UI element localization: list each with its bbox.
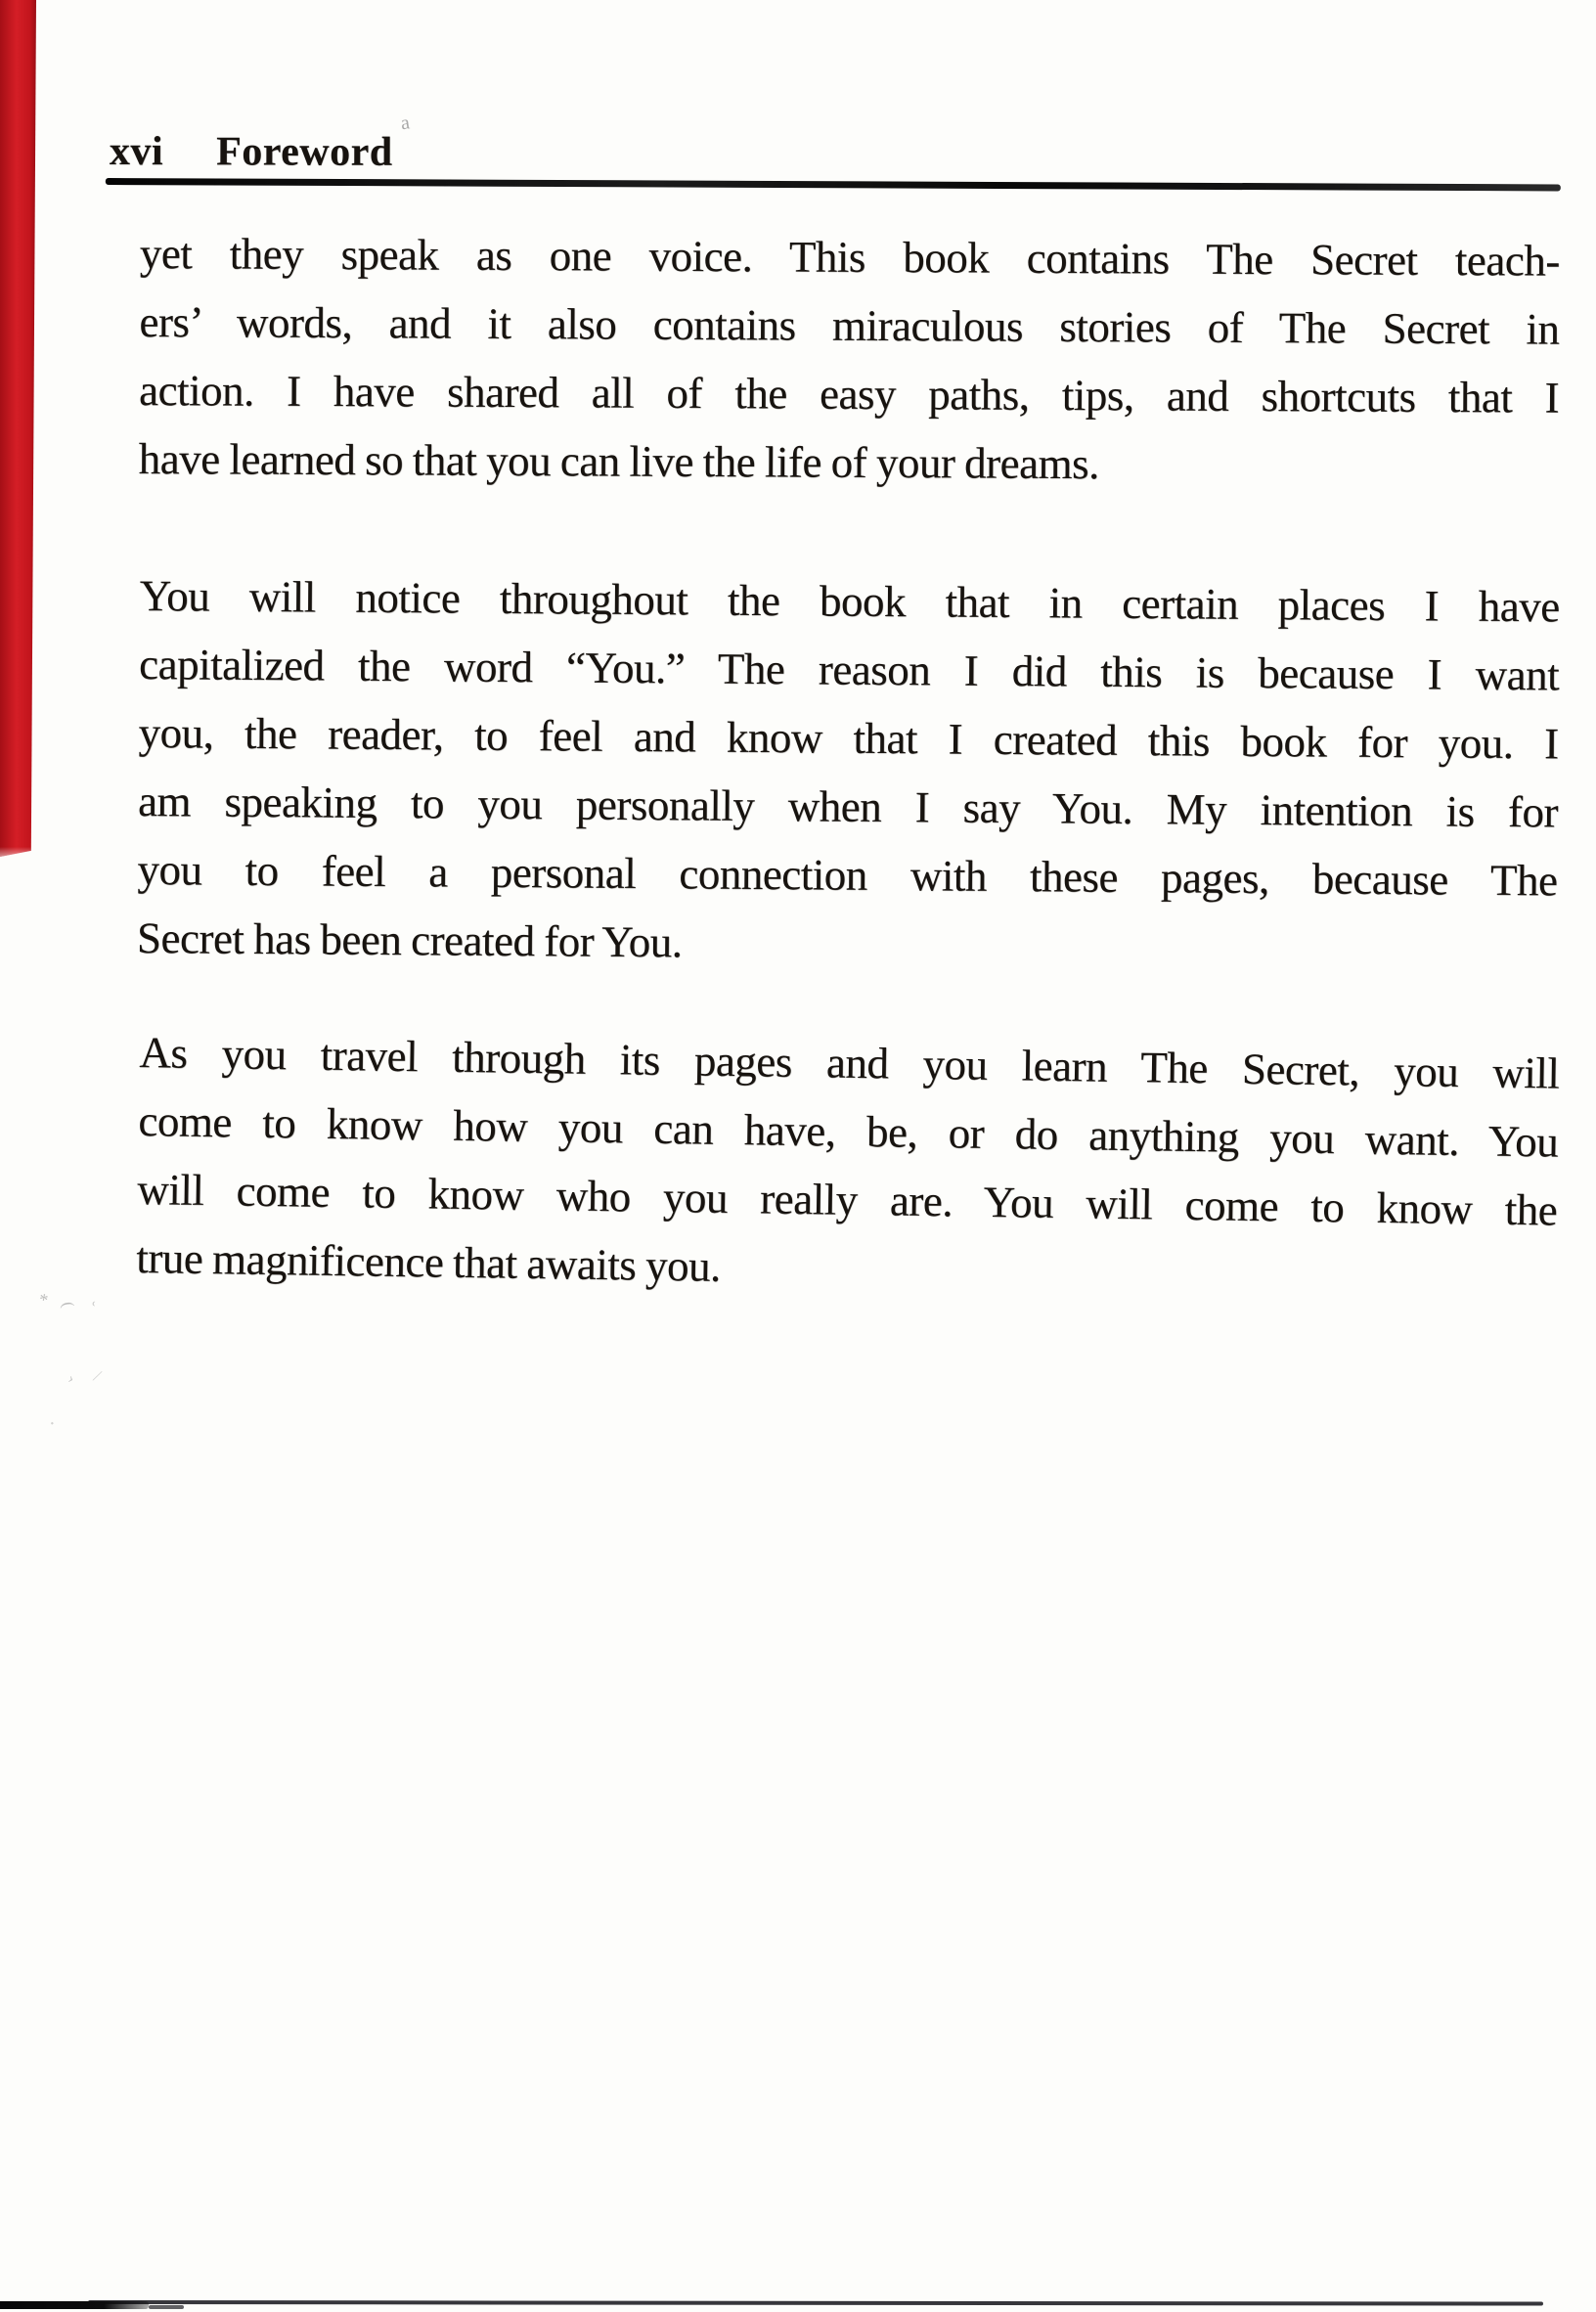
text-line: you, the reader, to feel and know that I created this book for you. I xyxy=(138,707,1559,769)
scan-speck: a xyxy=(399,111,412,135)
scan-speck: · xyxy=(49,1413,56,1435)
text-line: come to know how you can have, be, or do anything you want. You xyxy=(138,1095,1559,1167)
text-line: will come to know who you really are. You will come to know the xyxy=(137,1164,1558,1235)
scan-edge-line xyxy=(88,2300,1543,2306)
page-header xyxy=(109,111,1567,178)
text-line: have learned so that you can live the life of your dreams. xyxy=(138,433,1099,489)
text-line: ers’ words, and it also contains miraculous stories of The Secret in xyxy=(139,296,1560,354)
text-line: capitalized the word “You.” The reason I did this is because I want xyxy=(138,639,1560,700)
scan-speck: * xyxy=(37,1289,50,1311)
header-rule xyxy=(106,178,1561,191)
text-line: You will notice throughout the book that in certain places I have xyxy=(139,570,1560,632)
text-line: yet they speak as one voice. This book contains The Secret teach- xyxy=(139,228,1560,286)
book-edge-red-stripe xyxy=(0,0,36,857)
scan-speck: › xyxy=(66,1369,77,1388)
scan-speck: ˘ xyxy=(79,1299,99,1308)
paragraph-1 xyxy=(139,219,1560,501)
text-line: true magnificence that awaits you. xyxy=(135,1232,722,1291)
text-line: action. I have shared all of the easy paths, tips, and shortcuts that I xyxy=(138,365,1560,422)
scan-edge-line-stub xyxy=(0,2301,149,2309)
scan-speck: ( xyxy=(59,1300,76,1310)
text-line: As you travel through its pages and you learn The Secret, you will xyxy=(139,1027,1560,1098)
text-line: Secret has been created for You. xyxy=(136,912,683,967)
scan-speck: ⁄ xyxy=(94,1367,101,1386)
scan-edge-dash xyxy=(149,2305,184,2309)
paragraph-2 xyxy=(137,561,1560,983)
paragraph-3 xyxy=(136,1018,1560,1313)
page-number: xvi xyxy=(109,129,164,175)
text-line: am speaking to you personally when I say You. My intention is for xyxy=(137,776,1559,837)
section-title: Foreword xyxy=(216,129,393,175)
text-line: you to feel a personal connection with these pages, because The xyxy=(137,844,1558,906)
running-head xyxy=(110,129,1567,178)
